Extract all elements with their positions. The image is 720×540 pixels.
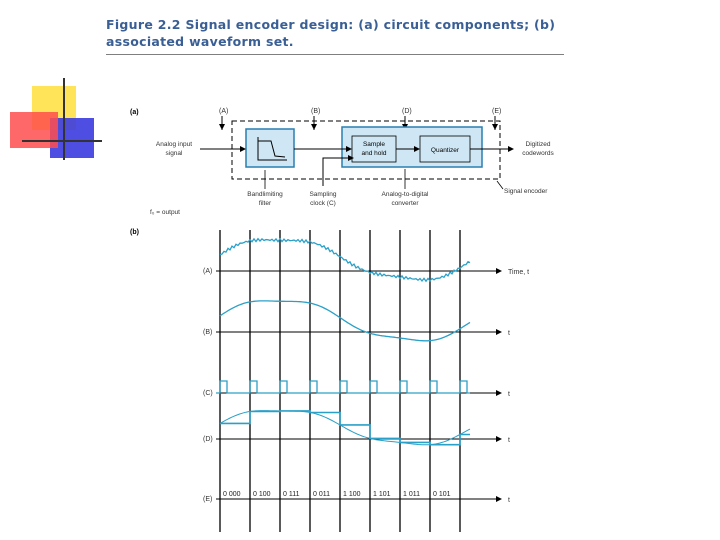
point-label-b: (B) <box>311 108 321 115</box>
codeword-label: 1 011 <box>403 491 420 498</box>
output-label-2: codewords <box>522 150 554 157</box>
point-label-d: (D) <box>402 108 412 115</box>
sampled-analog-waveform <box>220 411 470 445</box>
sample-hold-label-2: and hold <box>361 150 387 157</box>
clock-label-2: clock (C) <box>310 200 336 207</box>
axis-arrow <box>496 329 502 335</box>
t-label-e: t <box>508 497 510 504</box>
axis-arrow <box>496 436 502 442</box>
codeword-label: 0 011 <box>313 491 330 498</box>
t-label-c: t <box>508 391 510 398</box>
quantizer-label: Quantizer <box>430 147 460 154</box>
row-label-b: (B) <box>203 329 213 336</box>
codeword-label: 0 100 <box>253 491 271 498</box>
row-label-a: (A) <box>203 268 213 275</box>
fo-output-label: f₀ = output <box>150 209 180 216</box>
codeword-label: 1 100 <box>343 491 361 498</box>
time-axis-label: Time, t <box>508 269 530 276</box>
point-label-e: (E) <box>492 108 502 115</box>
figure-title: Figure 2.2 Signal encoder design: (a) circuit components; (b) associated waveform set. <box>106 17 556 49</box>
output-label-1: Digitized <box>525 141 551 148</box>
signal-encoder-label: Signal encoder <box>504 188 548 195</box>
input-label-1: Analog input <box>155 141 193 148</box>
sampling-clock-waveform <box>216 381 470 393</box>
axis-arrow <box>496 496 502 502</box>
codeword-label: 0 000 <box>223 491 241 498</box>
adc-label-1: Analog-to-digital <box>381 191 429 198</box>
filter-label-2: filter <box>258 200 272 207</box>
axis-arrow <box>496 268 502 274</box>
point-label-a: (A) <box>219 108 229 115</box>
bandlimiting-filter-block <box>246 129 294 167</box>
row-label-d: (D) <box>203 436 213 443</box>
analog-input-waveform <box>220 239 470 282</box>
part-b-label: (b) <box>130 229 139 236</box>
sample-hold-block <box>352 136 396 162</box>
filter-label-1: Bandlimiting <box>247 191 283 198</box>
adc-label-2: converter <box>391 200 419 207</box>
axis-arrow <box>496 390 502 396</box>
sample-hold-label-1: Sample <box>362 141 386 148</box>
codeword-label: 1 101 <box>373 491 391 498</box>
clock-label-1: Sampling <box>309 191 337 198</box>
t-label-d: t <box>508 437 510 444</box>
part-a-label: (a) <box>130 109 139 116</box>
codeword-label: 0 101 <box>433 491 451 498</box>
input-label-2: signal <box>165 150 183 157</box>
filtered-waveform <box>220 301 470 341</box>
row-label-c: (C) <box>203 390 213 397</box>
t-label-b: t <box>508 330 510 337</box>
row-label-e: (E) <box>203 496 213 503</box>
codeword-label: 0 111 <box>283 491 300 498</box>
